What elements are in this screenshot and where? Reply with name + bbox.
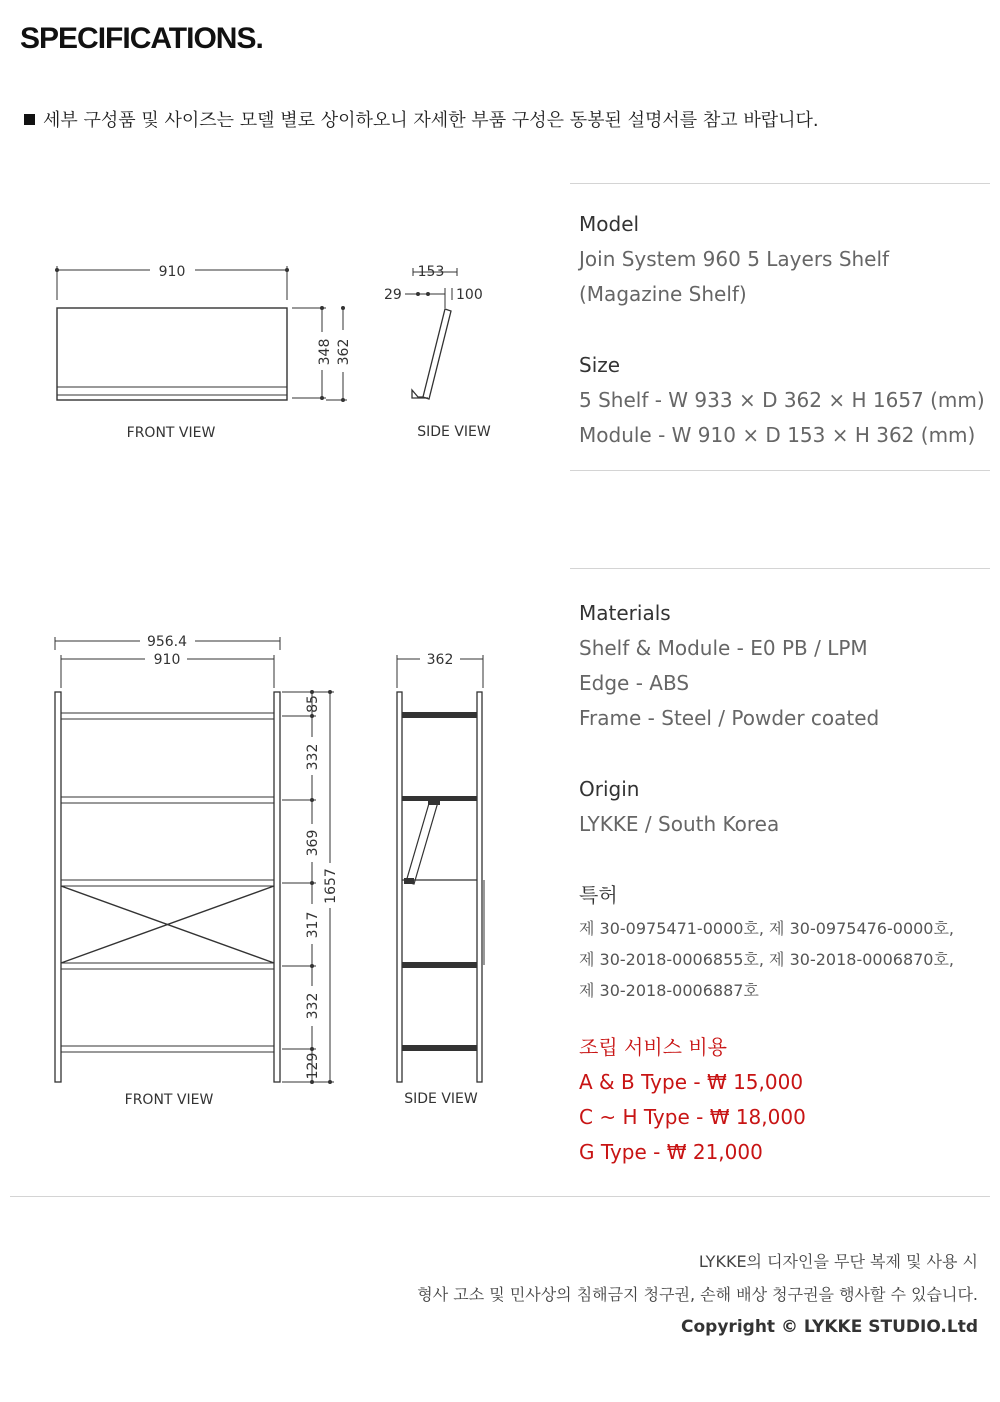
model-size-block (579, 207, 985, 453)
gap-129: 129 (305, 1052, 321, 1080)
shelf-drawing (0, 620, 560, 1120)
size-heading: Size (579, 353, 621, 377)
size-line: 5 Shelf - W 933 × D 362 × H 1657 (mm) (579, 388, 985, 412)
service-heading: 조립 서비스 비용 (579, 1035, 727, 1059)
module-drawing (0, 150, 560, 470)
origin-line: LYKKE / South Korea (579, 812, 780, 836)
patent-line: 제 30-0975471-0000호, 제 30-0975476-0000호, (579, 919, 955, 938)
divider (570, 470, 990, 471)
model-line: Join System 960 5 Layers Shelf (579, 247, 890, 271)
dim-153: 153 (417, 264, 445, 280)
gap-332-top: 332 (305, 743, 321, 771)
service-price: C ~ H Type - ₩ 18,000 (579, 1105, 806, 1129)
dim-956: 956.4 (146, 634, 188, 650)
assembly-note (24, 106, 819, 132)
note-text: 세부 구성품 및 사이즈는 모델 별로 상이하오니 자세한 부품 구성은 동봉된 설명서를 참고 바랍니다. (43, 110, 819, 131)
dim-29: 29 (384, 287, 402, 303)
materials-line: Shelf & Module - E0 PB / LPM (579, 636, 868, 660)
footer-notice (417, 1245, 978, 1344)
materials-heading: Materials (579, 601, 671, 625)
service-price: G Type - ₩ 21,000 (579, 1140, 763, 1164)
footer-divider (10, 1196, 990, 1197)
dim-910: 910 (158, 264, 186, 280)
gap-332-bottom: 332 (305, 992, 321, 1020)
dim-100: 100 (456, 287, 483, 303)
dim-362-side: 362 (426, 652, 454, 668)
footer-line: 형사 고소 및 민사상의 침해금지 청구권, 손해 배상 청구권을 행사할 수 있습니다. (417, 1285, 978, 1304)
side-view-label-shelf: SIDE VIEW (404, 1091, 478, 1107)
patent-line: 제 30-2018-0006887호 (579, 981, 759, 1000)
dim-910-shelf: 910 (153, 652, 181, 668)
front-view-label-shelf: FRONT VIEW (124, 1092, 214, 1108)
copyright: Copyright © LYKKE STUDIO.Ltd (681, 1317, 978, 1337)
dim-1657: 1657 (323, 868, 339, 904)
dim-348: 348 (317, 338, 333, 366)
gap-369: 369 (305, 829, 321, 857)
dim-362: 362 (336, 338, 352, 366)
model-heading: Model (579, 212, 640, 236)
bullet-square-icon (24, 114, 35, 125)
model-line: (Magazine Shelf) (579, 282, 747, 306)
divider (570, 183, 990, 184)
gap-317: 317 (305, 911, 321, 939)
materials-line: Edge - ABS (579, 671, 690, 695)
page-title: SPECIFICATIONS. (20, 22, 263, 55)
footer-line: LYKKE의 디자인을 무단 복제 및 사용 시 (698, 1252, 978, 1271)
divider (570, 568, 990, 569)
materials-block (579, 596, 954, 1170)
materials-line: Frame - Steel / Powder coated (579, 706, 880, 730)
patent-line: 제 30-2018-0006855호, 제 30-2018-0006870호, (579, 950, 955, 969)
patent-heading: 특허 (579, 883, 618, 907)
gap-85: 85 (305, 695, 321, 713)
service-price: A & B Type - ₩ 15,000 (579, 1070, 804, 1094)
size-line: Module - W 910 × D 153 × H 362 (mm) (579, 423, 976, 447)
side-view-label: SIDE VIEW (417, 424, 491, 440)
origin-heading: Origin (579, 777, 640, 801)
front-view-label: FRONT VIEW (126, 425, 216, 441)
